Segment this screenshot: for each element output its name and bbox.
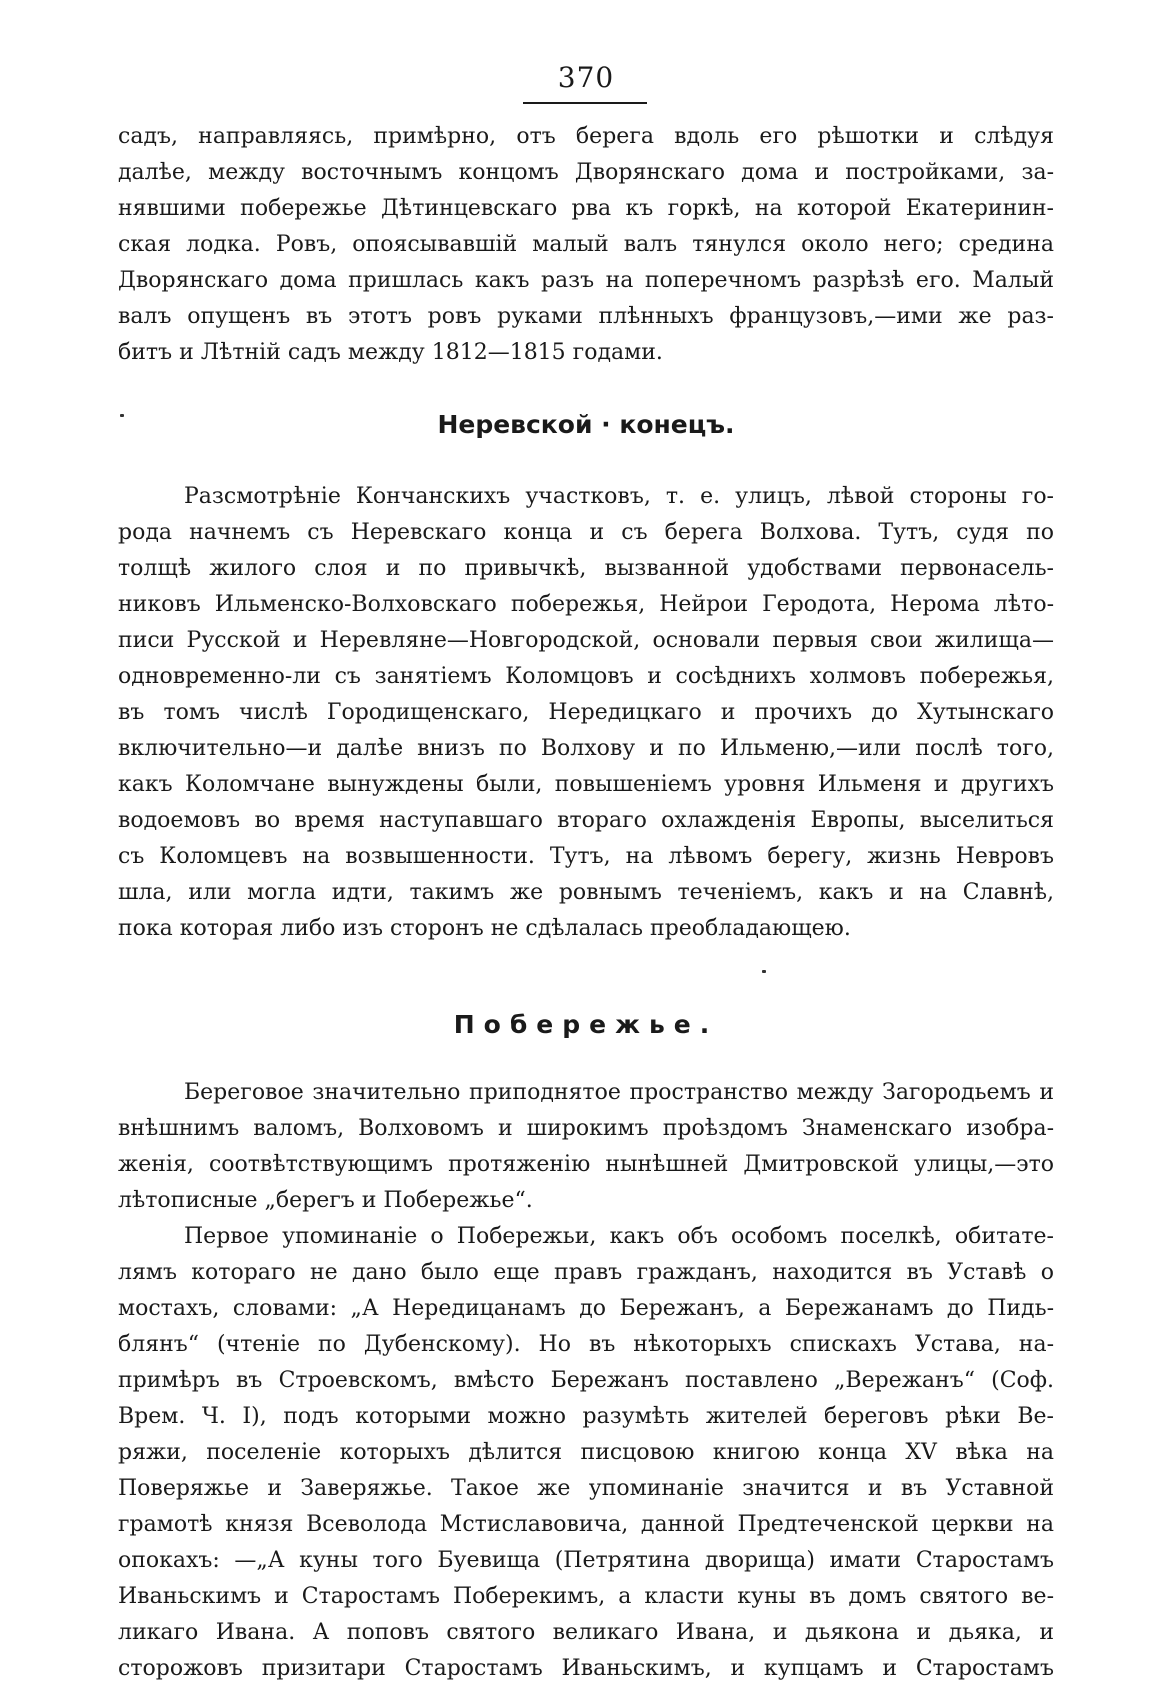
text-line: грамотѣ князя Всеволода Мстиславовича, данной Предтеченской церкви на — [118, 1512, 1054, 1537]
text-line: какъ Коломчане вынуждены были, повышеніемъ уровня Ильменя и другихъ — [118, 772, 1054, 797]
text-line: Береговое значительно приподнятое пространство между Загородьемъ и — [184, 1080, 1054, 1105]
print-speck — [762, 970, 766, 973]
text-line: писи Русской и Неревляне—Новгородской, основали первыя свои жилища— — [118, 628, 1054, 653]
text-line: сторожовъ призитари Старостамъ Иваньскимъ, и купцамъ и Старостамъ — [118, 1656, 1054, 1681]
text-line: внѣшнимъ валомъ, Волховомъ и широкимъ проѣздомъ Знаменскаго изобра- — [118, 1116, 1054, 1141]
text-line: Иваньскимъ и Старостамъ Поберекимъ, а класти куны въ домъ святого ве- — [118, 1584, 1054, 1609]
section-heading-poberezhye: Побережье. — [453, 1010, 719, 1039]
text-line: шла, или могла идти, такимъ же ровнымъ теченіемъ, какъ и на Славнѣ, — [118, 880, 1054, 905]
text-line: блянъ“ (чтеніе по Дубенскому). Но въ нѣкоторыхъ спискахъ Устава, на- — [118, 1332, 1054, 1357]
text-line: пока которая либо изъ сторонъ не сдѣлалась преобладающею. — [118, 916, 851, 941]
text-line: примѣръ въ Строевскомъ, вмѣсто Бережанъ поставлено „Вережанъ“ (Соф. — [118, 1368, 1054, 1393]
text-line: женія, соотвѣтствующимъ протяженію нынѣшней Дмитровской улицы,—это — [118, 1152, 1054, 1177]
page-number: 370 — [557, 61, 615, 94]
text-line: толщѣ жилого слоя и по привычкѣ, вызванной удобствами первонасель- — [118, 556, 1054, 581]
text-line: нявшими побережье Дѣтинцевскаго рва къ горкѣ, на которой Екатеринин- — [118, 196, 1054, 221]
text-line: Дворянскаго дома пришлась какъ разъ на поперечномъ разрѣзѣ его. Малый — [118, 268, 1054, 293]
text-line: опокахъ: —„А куны того Буевища (Петрятина дворища) имати Старостамъ — [118, 1548, 1054, 1573]
text-line: ликаго Ивана. А поповъ святого великаго Ивана, и дьякона и дьяка, и — [118, 1620, 1054, 1645]
text-line: Врем. Ч. I), подъ которыми можно разумѣть жителей береговъ рѣки Ве- — [118, 1404, 1054, 1429]
text-line: рода начнемъ съ Неревскаго конца и съ берега Волхова. Тутъ, судя по — [118, 520, 1054, 545]
text-line: никовъ Ильменско-Волховскаго побережья, Нейрои Геродота, Нерома лѣто- — [118, 592, 1054, 617]
section-heading-nerevskoy: Неревской · конецъ. — [437, 410, 735, 439]
text-line: лямъ котораго не дано было еще правъ гражданъ, находится въ Уставѣ о — [118, 1260, 1054, 1285]
text-line: валъ опущенъ въ этотъ ровъ руками плѣнныхъ французовъ,—ими же раз- — [118, 304, 1054, 329]
text-line: Разсмотрѣніе Кончанскихъ участковъ, т. е. улицъ, лѣвой стороны го- — [184, 484, 1054, 509]
text-line: включительно—и далѣе внизъ по Волхову и по Ильменю,—или послѣ того, — [118, 736, 1054, 761]
text-line: водоемовъ во время наступавшаго втораго охлажденія Европы, выселиться — [118, 808, 1054, 833]
text-line: ская лодка. Ровъ, опоясывавшій малый валъ тянулся около него; средина — [118, 232, 1054, 257]
text-line: Поверяжье и Заверяжье. Такое же упоминаніе значится и въ Уставной — [118, 1476, 1054, 1501]
text-line: Первое упоминаніе о Побережьи, какъ объ особомъ поселкѣ, обитате- — [184, 1224, 1054, 1249]
text-line: мостахъ, словами: „А Нередицанамъ до Бережанъ, а Бережанамъ до Пидь- — [118, 1296, 1054, 1321]
text-line: одновременно-ли съ занятіемъ Коломцовъ и сосѣднихъ холмовъ побережья, — [118, 664, 1054, 689]
text-line: садъ, направляясь, примѣрно, отъ берега вдоль его рѣшотки и слѣдуя — [118, 124, 1054, 149]
text-line: битъ и Лѣтній садъ между 1812—1815 годами. — [118, 340, 663, 365]
text-line: съ Коломцевъ на возвышенности. Тутъ, на лѣвомъ берегу, жизнь Невровъ — [118, 844, 1054, 869]
text-line: далѣе, между восточнымъ концомъ Дворянскаго дома и постройками, за- — [118, 160, 1054, 185]
text-line: ряжи, поселеніе которыхъ дѣлится писцовою книгою конца XV вѣка на — [118, 1440, 1054, 1465]
text-line: въ томъ числѣ Городищенскаго, Нередицкаго и прочихъ до Хутынскаго — [118, 700, 1054, 725]
page-number-rule — [523, 102, 647, 104]
text-line: лѣтописные „берегъ и Побережье“. — [118, 1188, 533, 1213]
